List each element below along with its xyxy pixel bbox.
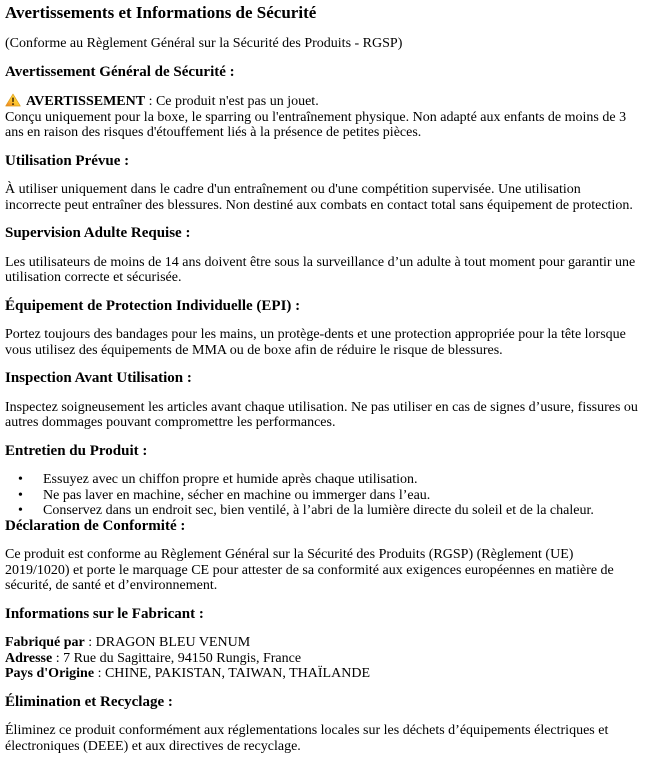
section-heading-maintenance: Entretien du Produit :: [5, 442, 148, 459]
section-heading-intended-use: Utilisation Prévue :: [5, 152, 130, 169]
list-item-text: Ne pas laver en machine, sécher en machine ou immerger dans l’eau.: [43, 487, 431, 503]
section-body-ppe: Portez toujours des bandages pour les mains, un protège-dents et une protection appropriée pour la tête lorsque vous utilisez des équipements de MMA ou de boxe afin de réduire le risque de blessures.: [5, 327, 626, 358]
section-heading-general-warning: Avertissement Général de Sécurité :: [5, 63, 235, 80]
manufacturer-field-origin: [5, 666, 640, 682]
section-body-recycling: Éliminez ce produit conformément aux réglementations locales sur les déchets d’équipements électriques et électroniques (DEEE) et aux directives de recyclage.: [5, 723, 609, 754]
section-body-intended-use: À utiliser uniquement dans le cadre d'un entraînement ou d'une compétition supervisée. Une utilisation incorrecte peut entraîner des blessures. Non destiné aux combats en contact total sans équipement de protection.: [5, 182, 633, 213]
list-item-text: Conservez dans un endroit sec, bien ventilé, à l’abri de la lumière directe du soleil et de la chaleur.: [43, 503, 594, 518]
bullet-icon: •: [18, 503, 23, 518]
warning-label: AVERTISSEMENT: [26, 94, 146, 109]
warning-sentence: : Ce produit n'est pas un jouet.: [145, 94, 319, 109]
list-item: [5, 472, 640, 488]
field-value: : DRAGON BLEU VENUM: [84, 635, 251, 650]
section-heading-adult-supervision: Supervision Adulte Requise :: [5, 225, 191, 241]
manufacturer-field-made-by: [5, 635, 640, 651]
field-label: Adresse: [5, 650, 53, 666]
manufacturer-details: [5, 635, 640, 682]
field-label: Fabriqué par: [5, 635, 85, 650]
section-body-adult-supervision: Les utilisateurs de moins de 14 ans doivent être sous la surveillance d’un adulte à tout moment pour garantir une utilisation correcte et sécurisée.: [5, 254, 636, 285]
field-value: : CHINE, PAKISTAN, TAIWAN, THAÏLANDE: [94, 666, 370, 681]
section-heading-inspection: Inspection Avant Utilisation :: [5, 370, 192, 386]
care-instructions-list: [5, 472, 640, 519]
section-heading-conformity: Déclaration de Conformité :: [5, 517, 186, 534]
list-item-text: Essuyez avec un chiffon propre et humide après chaque utilisation.: [43, 472, 418, 487]
section-heading-ppe: Équipement de Protection Individuelle (EPI) :: [5, 297, 301, 314]
warning-paragraph: [5, 93, 640, 141]
section-body-conformity: Ce produit est conforme au Règlement Général sur la Sécurité des Produits (RGSP) (Règlement (UE) 2019/1020) et porte le marquage CE pour attester de sa conformité aux exigences européennes en matière de sécurité, de santé et d’environnement.: [5, 547, 614, 593]
page-title: Avertissements et Informations de Sécurité: [5, 3, 317, 22]
section-body-inspection: Inspectez soigneusement les articles avant chaque utilisation. Ne pas utiliser en cas de signes d’usure, fissures ou autres dommages pouvant compromettre les performances.: [5, 399, 638, 430]
safety-document: [5, 3, 640, 754]
page-subtitle: (Conforme au Règlement Général sur la Sécurité des Produits - RGSP): [5, 36, 403, 51]
warning-body: Conçu uniquement pour la boxe, le sparring ou l'entraînement physique. Non adapté aux enfants de moins de 3 ans en raison des risques d'étouffement liés à la présence de petites pièces.: [5, 109, 627, 140]
bullet-icon: •: [18, 472, 23, 487]
bullet-icon: •: [18, 487, 23, 503]
field-value: : 7 Rue du Sagittaire, 94150 Rungis, France: [52, 650, 302, 666]
list-item: [5, 488, 640, 504]
field-label: Pays d'Origine: [5, 666, 95, 681]
section-heading-manufacturer: Informations sur le Fabricant :: [5, 605, 204, 622]
manufacturer-field-address: [5, 651, 640, 667]
section-heading-recycling: Élimination et Recyclage :: [5, 693, 173, 710]
list-item: [5, 503, 640, 519]
warning-triangle-icon: [5, 93, 21, 110]
